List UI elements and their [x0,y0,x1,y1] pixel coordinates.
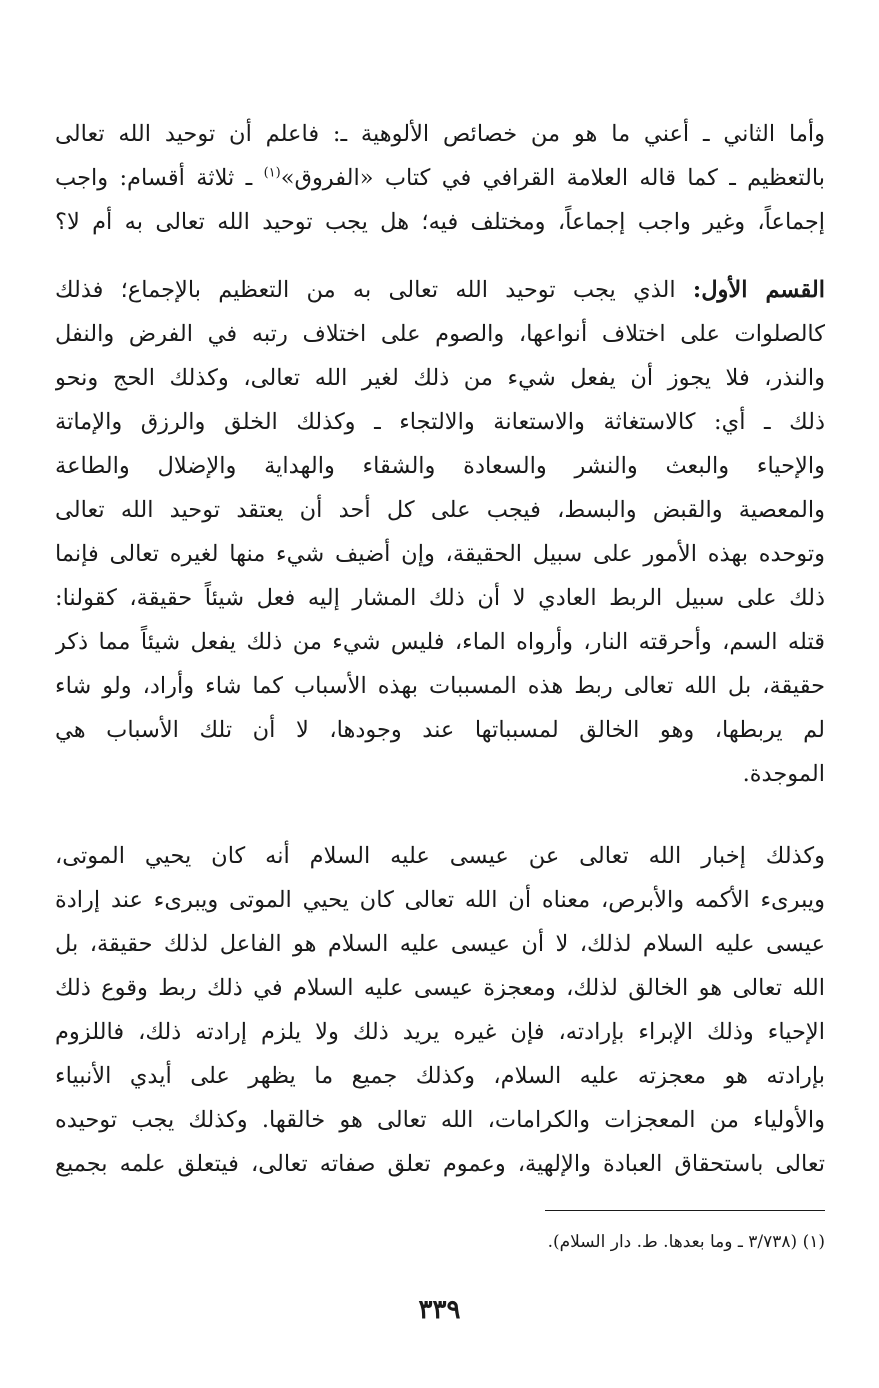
text-line: ذلك على سبيل الربط العادي لا أن ذلك المشار إليه فعل شيئاً حقيقة، كقولنا: [55,585,825,611]
text-line: والأولياء من المعجزات والكرامات، الله تعالى هو خالقها. وكذلك يجب توحيده [55,1107,825,1133]
text-line [55,156,825,200]
text-line: الموجدة. [742,761,825,787]
text-line: ذلك ـ أي: كالاستغاثة والاستعانة والالتجاء ـ وكذلك الخلق والرزق والإماتة [55,409,825,435]
text-line: إجماعاً، وغير واجب إجماعاً، ومختلف فيه؛ هل يجب توحيد الله تعالى به أم لا؟ [55,209,825,235]
page-number: ٣٣٩ [418,1295,461,1325]
footnote: (١) (٣/٧٣٨ ـ وما بعدها. ط. دار السلام). [547,1232,825,1252]
text-line: عيسى عليه السلام لذلك، لا أن عيسى عليه السلام هو الفاعل لذلك حقيقة، بل [55,931,825,957]
text-line: وتوحده بهذه الأمور على سبيل الحقيقة، وإن أضيف شيء منها لغيره تعالى فإنما [55,541,825,567]
text-line: قتله السم، وأحرقته النار، وأرواه الماء، فليس شيء من ذلك يفعل شيئاً مما ذكر [55,629,825,655]
text-line: حقيقة، بل الله تعالى ربط هذه المسببات بهذه الأسباب كما شاء وأراد، ولو شاء [55,673,825,699]
text-fragment: بالتعظيم ـ كما قاله العلامة القرافي في كتاب «الفروق» [280,165,825,191]
text-line: لم يربطها، وهو الخالق لمسبباتها عند وجودها، لا أن تلك الأسباب هي [55,717,825,743]
text-fragment: ـ ثلاثة أقسام: واجب [55,165,253,191]
footnote-reference: (١) [263,165,281,181]
text-line: والنذر، فلا يجوز أن يفعل شيء من ذلك لغير الله تعالى، وكذلك الحج ونحو [55,365,825,391]
text-line: وأما الثاني ـ أعني ما هو من خصائص الألوهية ـ: فاعلم أن توحيد الله تعالى [55,121,825,147]
text-fragment: الذي يجب توحيد الله تعالى به من التعظيم بالإجماع؛ فذلك [55,277,676,303]
text-line [55,268,825,312]
text-line: تعالى باستحقاق العبادة والإلهية، وعموم تعلق صفاته تعالى، فيتعلق علمه بجميع [55,1151,825,1177]
text-line: والمعصية والقبض والبسط، فيجب على كل أحد أن يعتقد توحيد الله تعالى [55,497,825,523]
text-line: الله تعالى هو الخالق لذلك، ومعجزة عيسى عليه السلام في ذلك ربط وقوع ذلك [55,975,825,1001]
text-line: ويبرىء الأكمه والأبرص، معناه أن الله تعالى كان يحيي الموتى ويبرىء عند إرادة [55,887,825,913]
text-line: كالصلوات على اختلاف أنواعها، والصوم على اختلاف رتبه في الفرض والنفل [55,321,825,347]
text-line: الإحياء وذلك الإبراء بإرادته، فإن غيره يريد ذلك ولا يلزم إرادته ذلك، فاللزوم [55,1019,825,1045]
text-line: والإحياء والبعث والنشر والسعادة والشقاء والهداية والإضلال والطاعة [55,453,825,479]
footnote-divider [545,1210,825,1211]
text-line: وكذلك إخبار الله تعالى عن عيسى عليه السلام أنه كان يحيي الموتى، [55,843,825,869]
section-heading: القسم الأول: [692,277,825,303]
text-line: بإرادته هو معجزته عليه السلام، وكذلك جميع ما يظهر على أيدي الأنبياء [55,1063,825,1089]
